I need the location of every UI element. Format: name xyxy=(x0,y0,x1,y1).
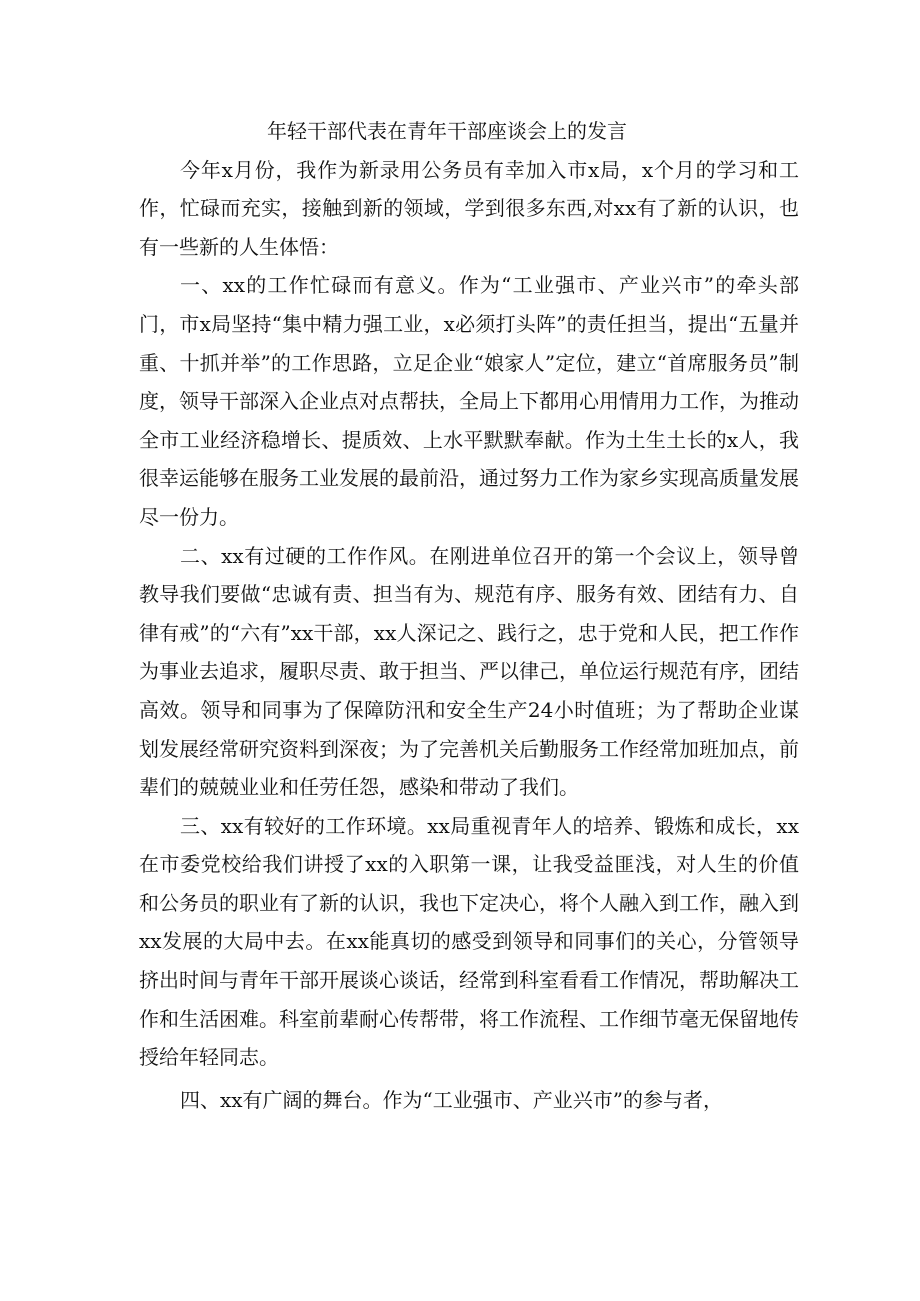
document-body xyxy=(139,112,799,1119)
paragraph-intro: 今年x月份，我作为新录用公务员有幸加入市x局，x个月的学习和工作，忙碌而充实，接触到新的领域，学到很多东西,对xx有了新的认识，也有一些新的人生体悟： xyxy=(139,157,799,259)
paragraph-section-2: 二、xx有过硬的工作作风。在刚进单位召开的第一个会议上，领导曾教导我们要做“忠诚有责、担当有为、规范有序、服务有效、团结有力、自律有戒”的“六有”xx干部，xx人深记之、践行之，忠于党和人民，把工作作为事业去追求，履职尽责、敢于担当、严以律己，单位运行规范有序，团结高效。领导和同事为了保障防汛和安全生产24小时值班；为了帮助企业谋划发展经常研究资料到深夜；为了完善机关后勤服务工作经常加班加点，前辈们的兢兢业业和任劳任怨，感染和带动了我们。 xyxy=(139,543,799,800)
paragraph-section-1: 一、xx的工作忙碌而有意义。作为“工业强市、产业兴市”的牵头部门，市x局坚持“集中精力强工业，x必须打头阵”的责任担当，提出“五量并重、十抓并举”的工作思路，立足企业“娘家人”定位，建立“首席服务员”制度，领导干部深入企业点对点帮扶，全局上下都用心用情用力工作，为推动全市工业经济稳增长、提质效、上水平默默奉献。作为土生土长的x人，我很幸运能够在服务工业发展的最前沿，通过努力工作为家乡实现高质量发展尽一份力。 xyxy=(139,273,799,529)
paragraph-section-3: 三、xx有较好的工作环境。xx局重视青年人的培养、锻炼和成长，xx在市委党校给我们讲授了xx的入职第一课，让我受益匪浅，对人生的价值和公务员的职业有了新的认识，我也下定决心，将个人融入到工作，融入到xx发展的大局中去。在xx能真切的感受到领导和同事们的关心，分管领导挤出时间与青年干部开展谈心谈话，经常到科室看看工作情况，帮助解决工作和生活困难。科室前辈耐心传帮带，将工作流程、工作细节毫无保留地传授给年轻同志。 xyxy=(139,813,799,1070)
document-title: 年轻干部代表在青年干部座谈会上的发言 xyxy=(267,119,627,143)
paragraph-section-4: 四、xx有广阔的舞台。作为“工业强市、产业兴市”的参与者， xyxy=(180,1087,724,1112)
